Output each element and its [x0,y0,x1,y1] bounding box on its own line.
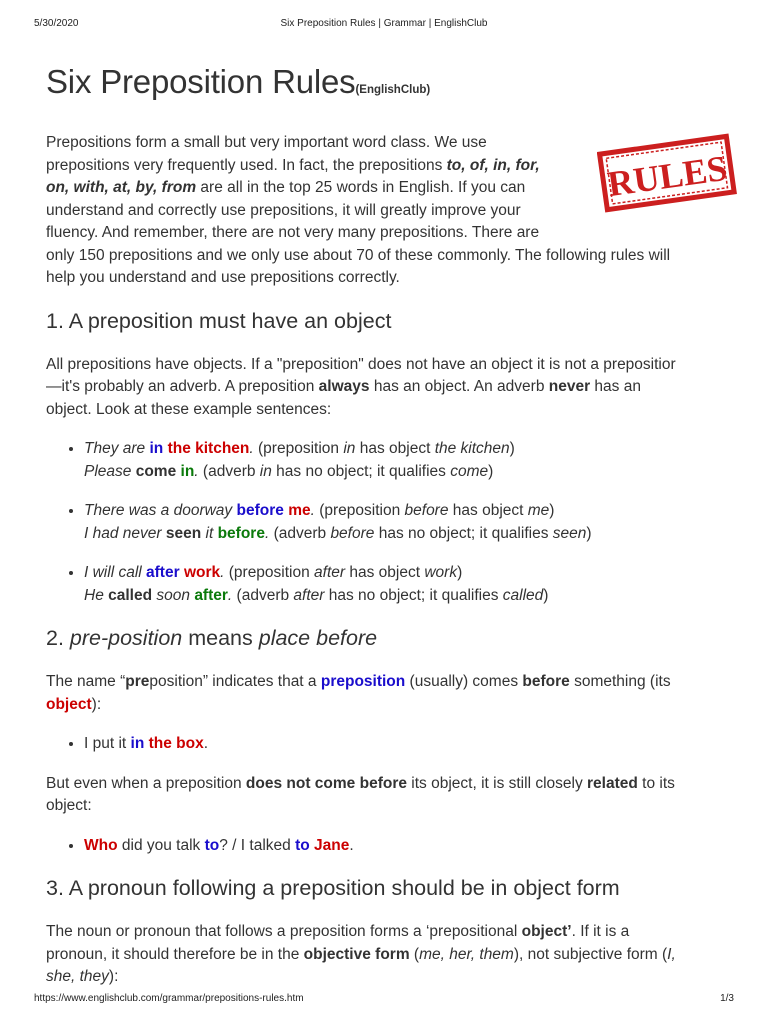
print-header [0,17,768,31]
rule-2-paragraph-2: But even when a preposition does not come before its object, it is still closely related to its object: [46,774,675,814]
print-url: https://www.englishclub.com/grammar/prepositions-rules.htm [34,993,304,1004]
intro-line: Prepositions form a small but very important word class. We use [46,134,487,151]
rule-1-heading: 1. A preposition must have an object [46,308,392,333]
list-item: • I put it in the box. [84,733,736,756]
rule-1-paragraph: All prepositions have objects. If a "preposition" does not have an object it is not a prepositior —it's probably an adverb. A preposition always has an object. An adverb never has an object. Look at these example sentences: [46,355,676,418]
rule-3-heading: 3. A pronoun following a preposition should be in object form [46,876,620,900]
print-date: 5/30/2020 [34,18,79,29]
intro-line: help you understand and use prepositions correctly. [46,269,400,286]
intro-line: only 150 prepositions and we only use about 70 of these commonly. The following rules will [46,246,671,264]
intro-line: understand and correctly use prepositions, it will greatly improve your [46,201,521,219]
page-title [46,62,736,110]
rule-2-example-1 [46,733,736,756]
article [46,62,736,989]
list-item: • Who did you talk to? / I talked to Jane. [84,835,736,858]
list-item: • They are in the kitchen. (preposition in has object the kitchen) Please come in. (adverb in has no object; it qualifies come) [84,438,736,483]
rule-3-paragraph: The noun or pronoun that follows a preposition forms a ‘prepositional object’. If it is a pronoun, it should therefore be in the objective form (me, her, them), not subjective form (I, she, they): [46,923,676,985]
title-source: (EnglishClub) [355,84,431,96]
intro-line: fluency. And remember, there are not very many prepositions. There are [46,224,540,241]
list-item: • There was a doorway before me. (preposition before has object me) I had never seen it before. (adverb before has no object; it qualifies seen) [84,500,736,545]
print-page-number: 1/3 [720,993,734,1004]
title-main: Six Preposition Rules [46,63,356,100]
rule-2-heading: 2. pre-position means place before [46,626,378,650]
intro-paragraph [46,132,591,245]
rule-2-paragraph-1: The name “preposition” indicates that a preposition (usually) comes before something (its object): [46,673,671,713]
rule-2-example-2 [46,835,736,858]
intro-line: on, with, at, by, from are all in the top 25 words in English. If you can [46,179,526,196]
stamp-text: RULES [605,147,730,205]
list-item: • I will call after work. (preposition after has object work) He called soon after. (adverb after has no object; it qualifies called) [84,562,736,607]
print-page-title: Six Preposition Rules | Grammar | EnglishClub [280,18,488,29]
rule-1-examples [46,438,736,607]
print-footer [0,992,768,1006]
intro-line: prepositions very frequently used. In fact, the prepositions to, of, in, for, [46,156,540,174]
